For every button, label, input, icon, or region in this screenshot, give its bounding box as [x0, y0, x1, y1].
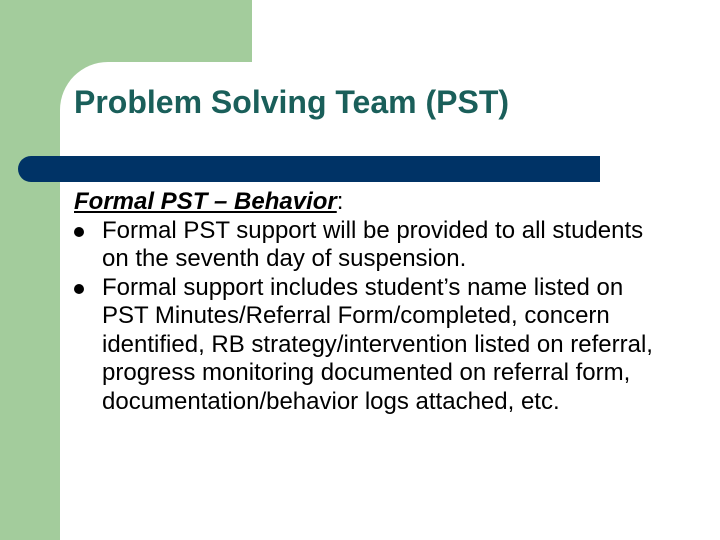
bullet-text-2: Formal support includes student’s name listed on PST Minutes/Referral Form/completed, concern identified, RB strategy/intervention listed on referral, progress monitoring documented on referral form, documentation/behavior logs attached, etc.	[102, 273, 653, 415]
subheading-label: Formal PST – Behavior	[74, 188, 337, 215]
subheading-suffix: :	[336, 188, 344, 215]
bullet-text-1: Formal PST support will be provided to all students on the seventh day of suspension.	[102, 216, 644, 272]
slide-body	[74, 188, 674, 416]
decorative-green-strip-left	[0, 0, 60, 540]
bullet-dot-icon	[74, 284, 84, 294]
slide-title: Problem Solving Team (PST)	[74, 84, 510, 120]
bullet-item-1	[74, 217, 674, 274]
title-underline-bar	[18, 156, 600, 182]
bullet-dot-icon	[74, 227, 84, 237]
bullet-item-2	[74, 274, 674, 417]
subheading	[74, 188, 674, 217]
bullet-list	[74, 217, 674, 417]
